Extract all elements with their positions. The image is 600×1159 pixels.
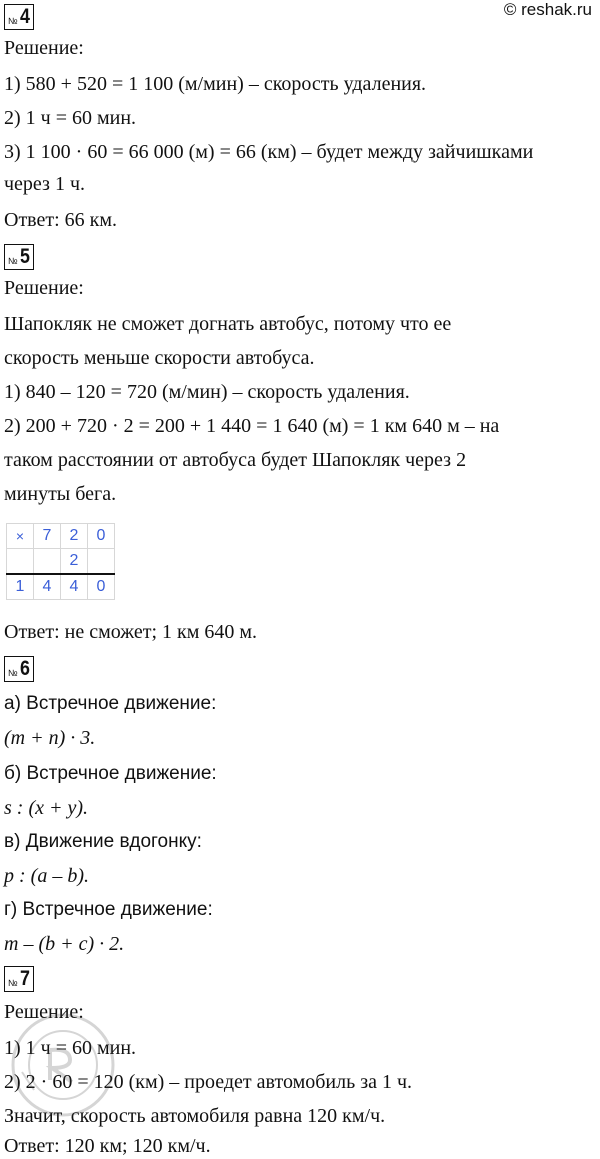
grid-cell bbox=[88, 549, 115, 575]
grid-cell: 7 bbox=[34, 524, 61, 549]
grid-cell bbox=[7, 549, 34, 575]
grid-cell: 1 bbox=[7, 574, 34, 600]
problem-4-line: 2) 1 ч = 60 мин. bbox=[4, 107, 137, 129]
problem-5-line: минуты бега. bbox=[4, 483, 117, 505]
grid-cell: 2 bbox=[61, 549, 88, 575]
grid-cell: 0 bbox=[88, 524, 115, 549]
problem-7-line: Значит, скорость автомобиля равна 120 км/ч. bbox=[4, 1105, 386, 1127]
site-brand: © reshak.ru bbox=[503, 0, 592, 19]
problem-4-line: 3) 1 100 · 60 = 66 000 (м) = 66 (км) – будет между зайчишками bbox=[4, 141, 534, 163]
problem-5-line: Шапокляк не сможет догнать автобус, потому что ее bbox=[4, 313, 452, 335]
problem-5-line: скорость меньше скорости автобуса. bbox=[4, 347, 315, 369]
problem-6-item-label: б) Встречное движение: bbox=[4, 763, 217, 784]
problem-5-line: таком расстоянии от автобуса будет Шапокляк через 2 bbox=[4, 449, 467, 471]
grid-cell: 4 bbox=[61, 574, 88, 600]
problem-6-formula: s : (x + y). bbox=[4, 797, 89, 819]
reshak-watermark-icon bbox=[8, 1010, 118, 1120]
grid-cell: 4 bbox=[34, 574, 61, 600]
problem-6-formula: (m + n) · 3. bbox=[4, 727, 96, 749]
grid-cell: 2 bbox=[61, 524, 88, 549]
problem-6-badge: № 6 bbox=[4, 656, 34, 682]
grid-cell bbox=[34, 549, 61, 575]
problem-4-answer: Ответ: 66 км. bbox=[4, 209, 118, 231]
problem-6-item-label: а) Встречное движение: bbox=[4, 693, 217, 714]
problem-6-item-label: г) Встречное движение: bbox=[4, 899, 213, 920]
problem-5-badge: № 5 bbox=[4, 244, 34, 270]
problem-5-line: 2) 200 + 720 · 2 = 200 + 1 440 = 1 640 (м) = 1 км 640 м – на bbox=[4, 415, 500, 437]
multiplication-grid bbox=[6, 523, 115, 600]
problem-7-heading: Решение: bbox=[4, 1001, 84, 1023]
problem-5-line: 1) 840 – 120 = 720 (м/мин) – скорость удаления. bbox=[4, 381, 410, 403]
problem-5-answer: Ответ: не сможет; 1 км 640 м. bbox=[4, 621, 258, 643]
problem-7-line: 1) 1 ч = 60 мин. bbox=[4, 1037, 137, 1059]
problem-6-item-label: в) Движение вдогонку: bbox=[4, 831, 202, 852]
problem-6-formula: m – (b + c) · 2. bbox=[4, 933, 125, 955]
problem-7-answer: Ответ: 120 км; 120 км/ч. bbox=[4, 1135, 211, 1157]
problem-7-line: 2) 2 · 60 = 120 (км) – проедет автомобиль за 1 ч. bbox=[4, 1071, 413, 1093]
grid-cell: 0 bbox=[88, 574, 115, 600]
problem-7-badge: № 7 bbox=[4, 966, 34, 992]
multiply-operator: × bbox=[7, 524, 34, 549]
problem-4-badge: № 4 bbox=[4, 4, 34, 30]
problem-4-line: через 1 ч. bbox=[4, 173, 86, 195]
problem-5-heading: Решение: bbox=[4, 277, 84, 299]
problem-4-heading: Решение: bbox=[4, 37, 84, 59]
problem-6-formula: p : (a – b). bbox=[4, 865, 89, 887]
problem-4-line: 1) 580 + 520 = 1 100 (м/мин) – скорость удаления. bbox=[4, 73, 427, 95]
